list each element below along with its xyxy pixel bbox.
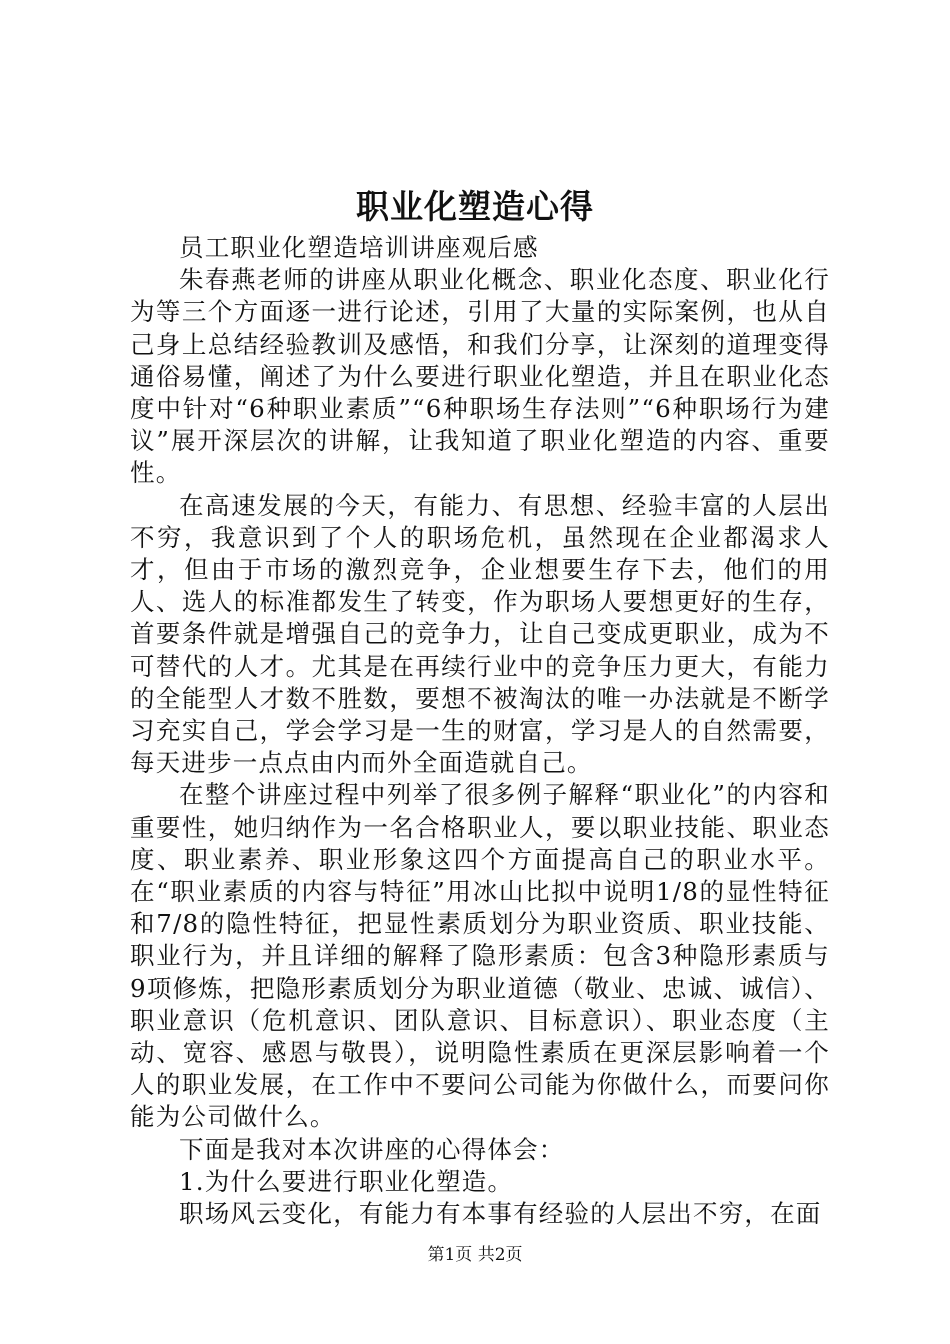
document-body xyxy=(130,232,830,1230)
paragraph-3: 在整个讲座过程中列举了很多例子解释“职业化”的内容和重要性，她归纳作为一名合格职业人，要以职业技能、职业态度、职业素养、职业形象这四个方面提高自己的职业水平。在“职业素质的内容与特征”用冰山比拟中说明1/8的显性特征和7/8的隐性特征，把显性素质划分为职业资质、职业技能、职业行为，并且详细的解释了隐形素质：包含3种隐形素质与9项修炼，把隐形素质划分为职业道德（敬业、忠诚、诚信）、职业意识（危机意识、团队意识、目标意识）、职业态度（主动、宽容、感恩与敬畏），说明隐性素质在更深层影响着一个人的职业发展，在工作中不要问公司能为你做什么，而要问你能为公司做什么。 xyxy=(130,780,830,1132)
paragraph-4: 下面是我对本次讲座的心得体会： xyxy=(179,1134,565,1164)
document-title: 职业化塑造心得 xyxy=(356,187,594,226)
paragraph-6: 职场风云变化，有能力有本事有经验的人层出不穷，在面 xyxy=(179,1199,822,1229)
page-footer: 第1页 共2页 xyxy=(427,1245,523,1265)
paragraph-2: 在高速发展的今天，有能力、有思想、经验丰富的人层出不穷，我意识到了个人的职场危机，虽然现在企业都渴求人才，但由于市场的激烈竞争，企业想要生存下去，他们的用人、选人的标准都发生了转变，作为职场人要想更好的生存，首要条件就是增强自己的竞争力，让自己变成更职业，成为不可替代的人才。尤其是在再续行业中的竞争压力更大，有能力的全能型人才数不胜数，要想不被淘汰的唯一办法就是不断学习充实自己，学会学习是一生的财富，学习是人的自然需要，每天进步一点点由内而外全面造就自己。 xyxy=(130,490,830,778)
paragraph-5-heading: 1.为什么要进行职业化塑造。 xyxy=(179,1166,514,1196)
paragraph-subtitle: 员工职业化塑造培训讲座观后感 xyxy=(179,233,539,262)
paragraph-1: 朱春燕老师的讲座从职业化概念、职业化态度、职业化行为等三个方面逐一进行论述，引用了大量的实际案例，也从自己身上总结经验教训及感悟，和我们分享，让深刻的道理变得通俗易懂，阐述了为什么要进行职业化塑造，并且在职业化态度中针对“6种职业素质”“6种职场生存法则”“6种职场行为建议”展开深层次的讲解，让我知道了职业化塑造的内容、重要性。 xyxy=(130,265,830,488)
